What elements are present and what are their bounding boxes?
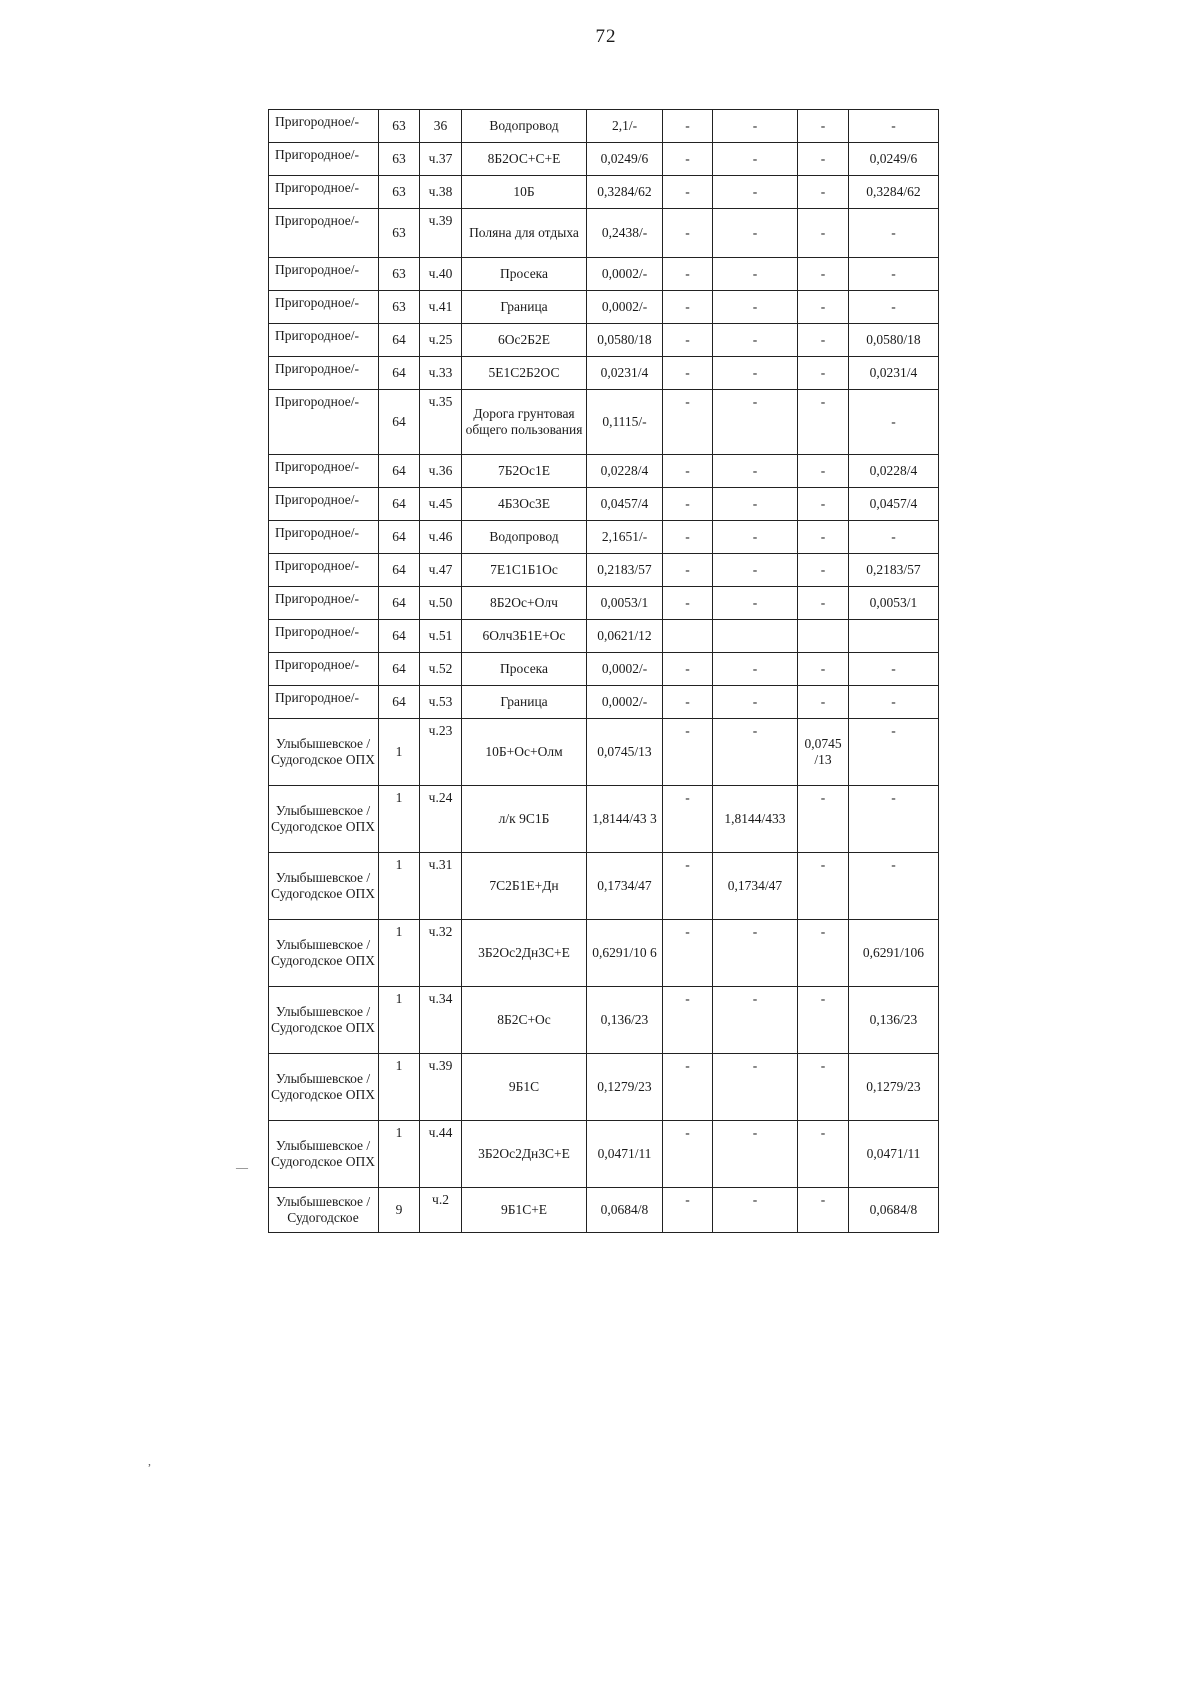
cell-quarter: 63 [379,110,420,143]
cell-col6: - [663,258,713,291]
cell-settlement: Пригородное/- [269,324,379,357]
cell-col6: - [663,987,713,1054]
cell-col7: - [713,920,798,987]
cell-quarter: 64 [379,357,420,390]
cell-quarter: 64 [379,554,420,587]
cell-col8: - [798,987,849,1054]
cell-col9: 0,0580/18 [849,324,939,357]
cell-col9: - [849,390,939,455]
cell-col7: - [713,719,798,786]
cell-col8: - [798,786,849,853]
cell-col9: - [849,686,939,719]
cell-settlement: Пригородное/- [269,488,379,521]
cell-quarter: 64 [379,521,420,554]
cell-composition: 8Б2Ос+Олч [462,587,587,620]
cell-col8: - [798,110,849,143]
cell-area: 0,1734/47 [587,853,663,920]
table-row [269,143,939,176]
cell-settlement: Пригородное/- [269,291,379,324]
cell-composition: 10Б+Ос+Олм [462,719,587,786]
cell-col8: - [798,554,849,587]
cell-quarter: 64 [379,455,420,488]
cell-plot: ч.33 [420,357,462,390]
cell-plot: ч.34 [420,987,462,1054]
cell-composition: 8Б2С+Ос [462,987,587,1054]
cell-quarter: 1 [379,920,420,987]
table-row [269,1054,939,1121]
cell-col7: - [713,554,798,587]
cell-col6: - [663,357,713,390]
cell-composition: Дорога грунтовая общего пользования [462,390,587,455]
cell-col8: - [798,853,849,920]
cell-col7: - [713,455,798,488]
cell-col6: - [663,719,713,786]
cell-col9: 0,1279/23 [849,1054,939,1121]
table-row [269,1188,939,1233]
cell-col8: 0,0745 /13 [798,719,849,786]
cell-quarter: 1 [379,786,420,853]
cell-composition: 7Б2Ос1Е [462,455,587,488]
cell-col7: - [713,488,798,521]
cell-col9: - [849,653,939,686]
cell-area: 0,0249/6 [587,143,663,176]
cell-col9 [849,620,939,653]
table-row [269,1121,939,1188]
cell-composition: 8Б2ОС+С+Е [462,143,587,176]
cell-col9: - [849,853,939,920]
cell-settlement: Пригородное/- [269,209,379,258]
cell-col8: - [798,488,849,521]
cell-col8: - [798,357,849,390]
cell-settlement: Улыбышевское /Судогодское ОПХ [269,786,379,853]
cell-area: 0,0684/8 [587,1188,663,1233]
table-row [269,653,939,686]
cell-composition: Поляна для отдыха [462,209,587,258]
forest-plots-table [268,109,939,1233]
cell-col8: - [798,176,849,209]
cell-col9: - [849,291,939,324]
cell-composition: л/к 9С1Б [462,786,587,853]
cell-area: 0,0002/- [587,653,663,686]
cell-col7: - [713,209,798,258]
cell-col6: - [663,653,713,686]
cell-col6: - [663,1054,713,1121]
cell-col6: - [663,209,713,258]
cell-quarter: 9 [379,1188,420,1233]
table-row [269,390,939,455]
cell-area: 0,3284/62 [587,176,663,209]
cell-settlement: Пригородное/- [269,110,379,143]
cell-quarter: 1 [379,1054,420,1121]
table-row [269,209,939,258]
cell-settlement: Улыбышевское /Судогодское ОПХ [269,853,379,920]
cell-col8: - [798,920,849,987]
cell-area: 0,0457/4 [587,488,663,521]
cell-col9: 0,136/23 [849,987,939,1054]
cell-col8: - [798,258,849,291]
cell-settlement: Улыбышевское /Судогодское ОПХ [269,920,379,987]
cell-col7: - [713,1054,798,1121]
table-row [269,357,939,390]
cell-plot: ч.35 [420,390,462,455]
cell-settlement: Пригородное/- [269,176,379,209]
cell-col8: - [798,1054,849,1121]
cell-quarter: 1 [379,1121,420,1188]
cell-composition: 3Б2Ос2Дн3С+Е [462,920,587,987]
cell-col6: - [663,1121,713,1188]
cell-plot: ч.47 [420,554,462,587]
cell-area: 0,0745/13 [587,719,663,786]
cell-settlement: Пригородное/- [269,357,379,390]
table-row [269,786,939,853]
table-row [269,587,939,620]
cell-area: 0,6291/10 6 [587,920,663,987]
cell-quarter: 64 [379,653,420,686]
cell-plot: ч.53 [420,686,462,719]
cell-area: 0,0228/4 [587,455,663,488]
table-row [269,554,939,587]
cell-composition: 3Б2Ос2Дн3С+Е [462,1121,587,1188]
cell-settlement: Улыбышевское /Судогодское ОПХ [269,1054,379,1121]
cell-settlement: Улыбышевское /Судогодское [269,1188,379,1233]
cell-col6: - [663,920,713,987]
cell-quarter: 63 [379,258,420,291]
cell-col9: - [849,786,939,853]
cell-quarter: 64 [379,587,420,620]
cell-col7: 0,1734/47 [713,853,798,920]
table-row [269,987,939,1054]
cell-quarter: 63 [379,209,420,258]
cell-area: 2,1651/- [587,521,663,554]
cell-composition: 10Б [462,176,587,209]
cell-composition: Граница [462,686,587,719]
cell-col8: - [798,291,849,324]
cell-plot: ч.32 [420,920,462,987]
cell-col9: - [849,209,939,258]
cell-col8: - [798,209,849,258]
cell-quarter: 63 [379,143,420,176]
cell-quarter: 64 [379,686,420,719]
cell-area: 0,0002/- [587,258,663,291]
cell-col9: 0,0231/4 [849,357,939,390]
cell-col7: - [713,1121,798,1188]
cell-col6 [663,620,713,653]
table-row [269,455,939,488]
cell-col9: 0,6291/106 [849,920,939,987]
cell-col6: - [663,291,713,324]
cell-quarter: 64 [379,488,420,521]
table-row [269,686,939,719]
cell-settlement: Пригородное/- [269,653,379,686]
cell-col6: - [663,143,713,176]
cell-quarter: 63 [379,291,420,324]
cell-plot: ч.50 [420,587,462,620]
cell-area: 1,8144/43 3 [587,786,663,853]
cell-col7: 1,8144/433 [713,786,798,853]
cell-col8: - [798,587,849,620]
cell-area: 0,0471/11 [587,1121,663,1188]
cell-settlement: Улыбышевское /Судогодское ОПХ [269,987,379,1054]
cell-col7: - [713,143,798,176]
cell-plot: 36 [420,110,462,143]
cell-settlement: Пригородное/- [269,258,379,291]
table-row [269,719,939,786]
cell-col6: - [663,1188,713,1233]
cell-settlement: Пригородное/- [269,620,379,653]
cell-col8: - [798,686,849,719]
cell-composition: 9Б1С [462,1054,587,1121]
cell-settlement: Пригородное/- [269,686,379,719]
cell-col7: - [713,987,798,1054]
cell-area: 2,1/- [587,110,663,143]
cell-composition: 4Б3Ос3Е [462,488,587,521]
cell-area: 0,0580/18 [587,324,663,357]
cell-area: 0,1115/- [587,390,663,455]
cell-col8 [798,620,849,653]
cell-col7: - [713,521,798,554]
cell-col9: - [849,521,939,554]
cell-col6: - [663,110,713,143]
cell-col7: - [713,324,798,357]
cell-settlement: Пригородное/- [269,455,379,488]
cell-composition: Просека [462,258,587,291]
table-row [269,521,939,554]
cell-quarter: 1 [379,987,420,1054]
cell-col8: - [798,653,849,686]
cell-col6: - [663,686,713,719]
cell-col7: - [713,110,798,143]
cell-col7: - [713,686,798,719]
cell-settlement: Пригородное/- [269,521,379,554]
cell-settlement: Пригородное/- [269,143,379,176]
cell-area: 0,0002/- [587,291,663,324]
cell-plot: ч.41 [420,291,462,324]
cell-col8: - [798,1121,849,1188]
cell-plot: ч.52 [420,653,462,686]
cell-composition: Граница [462,291,587,324]
cell-col7: - [713,176,798,209]
cell-composition: 6Олч3Б1Е+Ос [462,620,587,653]
cell-area: 0,136/23 [587,987,663,1054]
cell-col8: - [798,455,849,488]
cell-plot: ч.39 [420,209,462,258]
cell-col9: - [849,258,939,291]
cell-composition: 7Е1С1Б1Ос [462,554,587,587]
table-row [269,176,939,209]
cell-col6: - [663,587,713,620]
cell-col9: - [849,110,939,143]
cell-col9: 0,3284/62 [849,176,939,209]
scan-mark: — [236,1160,248,1174]
cell-composition: 9Б1С+Е [462,1188,587,1233]
cell-composition: 7С2Б1Е+Дн [462,853,587,920]
cell-col8: - [798,1188,849,1233]
cell-col6: - [663,853,713,920]
cell-col6: - [663,176,713,209]
table-row [269,258,939,291]
cell-plot: ч.39 [420,1054,462,1121]
cell-settlement: Пригородное/- [269,587,379,620]
cell-area: 0,0053/1 [587,587,663,620]
cell-settlement: Пригородное/- [269,390,379,455]
cell-col7: - [713,1188,798,1233]
cell-plot: ч.25 [420,324,462,357]
cell-quarter: 63 [379,176,420,209]
table-row [269,324,939,357]
cell-col8: - [798,390,849,455]
cell-col7 [713,620,798,653]
page-number: 72 [595,26,617,47]
table-row [269,620,939,653]
table-row [269,853,939,920]
cell-col6: - [663,488,713,521]
cell-composition: Водопровод [462,521,587,554]
cell-quarter: 64 [379,324,420,357]
table-row [269,488,939,521]
cell-col7: - [713,390,798,455]
cell-col8: - [798,521,849,554]
cell-quarter: 64 [379,620,420,653]
cell-col8: - [798,324,849,357]
cell-plot: ч.24 [420,786,462,853]
cell-plot: ч.23 [420,719,462,786]
cell-composition: Водопровод [462,110,587,143]
cell-plot: ч.37 [420,143,462,176]
cell-area: 0,0621/12 [587,620,663,653]
cell-quarter: 64 [379,390,420,455]
cell-settlement: Улыбышевское /Судогодское ОПХ [269,719,379,786]
cell-col8: - [798,143,849,176]
cell-col7: - [713,291,798,324]
cell-plot: ч.2 [420,1188,462,1233]
cell-plot: ч.40 [420,258,462,291]
cell-area: 0,0002/- [587,686,663,719]
cell-settlement: Улыбышевское /Судогодское ОПХ [269,1121,379,1188]
cell-col9: 0,0249/6 [849,143,939,176]
cell-col7: - [713,653,798,686]
cell-col9: 0,0228/4 [849,455,939,488]
cell-col9: 0,0684/8 [849,1188,939,1233]
table-row [269,110,939,143]
cell-col7: - [713,357,798,390]
cell-col6: - [663,390,713,455]
cell-plot: ч.31 [420,853,462,920]
cell-quarter: 1 [379,853,420,920]
cell-settlement: Пригородное/- [269,554,379,587]
cell-plot: ч.36 [420,455,462,488]
cell-plot: ч.51 [420,620,462,653]
cell-col9: 0,2183/57 [849,554,939,587]
cell-col9: - [849,719,939,786]
cell-col6: - [663,521,713,554]
cell-col9: 0,0457/4 [849,488,939,521]
scan-mark: , [148,1454,151,1468]
cell-plot: ч.46 [420,521,462,554]
cell-col6: - [663,786,713,853]
cell-col6: - [663,324,713,357]
cell-area: 0,1279/23 [587,1054,663,1121]
cell-col7: - [713,258,798,291]
cell-col9: 0,0053/1 [849,587,939,620]
table-body [269,110,939,1233]
cell-col6: - [663,554,713,587]
cell-plot: ч.44 [420,1121,462,1188]
cell-composition: 5Е1С2Б2ОС [462,357,587,390]
cell-col7: - [713,587,798,620]
cell-composition: 6Ос2Б2Е [462,324,587,357]
cell-quarter: 1 [379,719,420,786]
cell-area: 0,0231/4 [587,357,663,390]
cell-area: 0,2183/57 [587,554,663,587]
cell-area: 0,2438/- [587,209,663,258]
cell-col6: - [663,455,713,488]
cell-col9: 0,0471/11 [849,1121,939,1188]
cell-plot: ч.45 [420,488,462,521]
cell-composition: Просека [462,653,587,686]
table-row [269,920,939,987]
cell-plot: ч.38 [420,176,462,209]
table-row [269,291,939,324]
